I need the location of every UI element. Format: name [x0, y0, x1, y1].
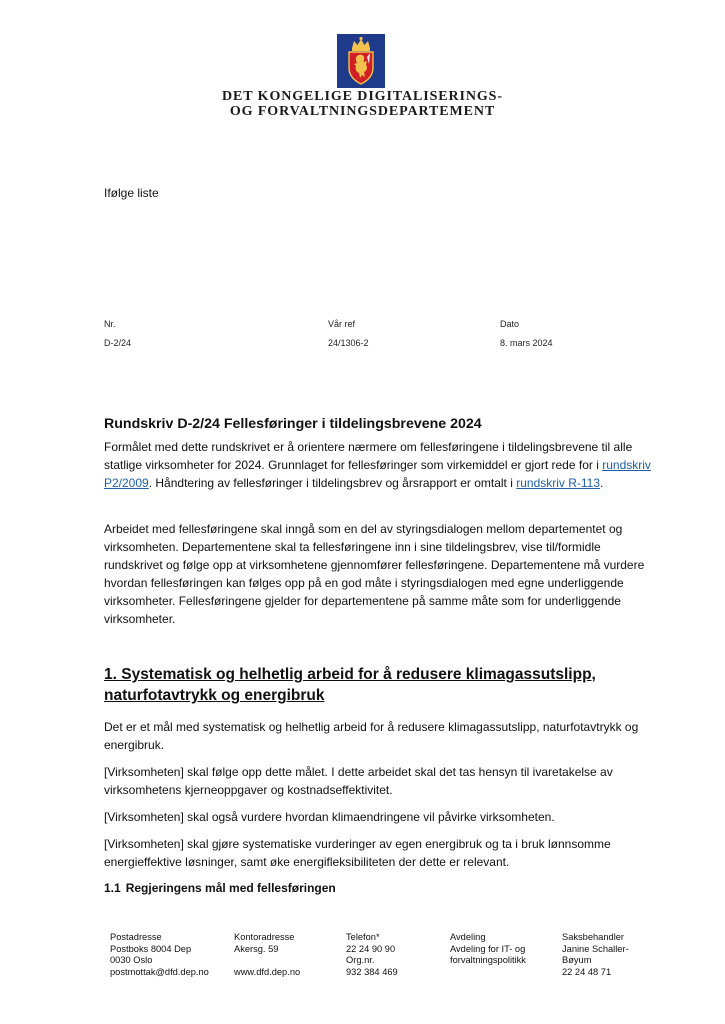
date-value: 8. mars 2024: [500, 338, 553, 348]
footer-phone-label: Telefon*: [346, 932, 380, 942]
ref-value: 24/1306-2: [328, 338, 369, 348]
footer-division-label: Avdeling: [450, 932, 486, 942]
footer-officer-name: Bøyum: [562, 955, 592, 965]
nr-label: Nr.: [104, 319, 116, 329]
section-1-heading-line1: 1. Systematisk og helhetlig arbeid for å redusere klimagassutslipp,: [104, 666, 596, 683]
footer-division: [450, 932, 526, 978]
footer-orgnr-label: Org.nr.: [346, 955, 375, 965]
footer-phone: [346, 932, 398, 978]
intro-paragraph-1: [104, 438, 656, 492]
footer-officer-phone: 22 24 48 71: [562, 966, 612, 977]
footer-officer-label: Saksbehandler: [562, 932, 625, 942]
footer-officer-name: Janine Schaller-: [562, 943, 629, 954]
recipient: Ifølge liste: [104, 186, 159, 200]
footer-office: [234, 932, 300, 978]
date-label: Dato: [500, 319, 520, 329]
section-1-paragraph-4: [Virksomheten] skal gjøre systematiske vurderinger av egen energibruk og ta i bruk lønnsomme energieffektive løsninger, samt øke energifleksibiliteten der dette er relevant.: [104, 837, 611, 869]
subsection-1-1-heading: [104, 881, 336, 895]
intro-text-1: Formålet med dette rundskrivet er å orientere nærmere om fellesføringene i tildelingsbrevene til alle statlige virksomheter for 2024. Grunnlaget for fellesføringer som virkemiddel er gjort rede for i: [104, 440, 633, 472]
footer-postal-line: 0030 Oslo: [110, 955, 153, 965]
nr-value: D-2/24: [104, 338, 132, 348]
intro-paragraph-2: Arbeidet med fellesføringene skal inngå som en del av styringsdialogen mellom departementet og virksomheten. Departementene skal ta fellesføringene inn i sine tildelingsbrev, vise til/formidle rundskrivet og følge opp at virksomhetene gjennomfører fellesføringene. Departementene må vurdere hvordan fellesføringen kan følges opp på en god måte i styringsdialogen med egne underliggende virksomheter. Fellesføringene gjelder for departementene på samme måte som for underliggende virksomheter.: [104, 522, 645, 626]
footer-postal-line: Postboks 8004 Dep: [110, 943, 192, 954]
footer-office-label: Kontoradresse: [234, 932, 295, 942]
footer-phone-number: 22 24 90 90: [346, 943, 396, 954]
footer-email[interactable]: postmottak@dfd.dep.no: [110, 966, 209, 977]
footer-officer: [562, 932, 629, 978]
footer-division-line: Avdeling for IT- og: [450, 943, 526, 954]
footer-postal-label: Postadresse: [110, 932, 162, 942]
department-name-line2: OG FORVALTNINGSDEPARTEMENT: [229, 104, 496, 119]
section-1-heading-line2: naturfotavtrykk og energibruk: [104, 687, 325, 704]
ref-label: Vår ref: [328, 319, 356, 329]
section-1-heading: [104, 664, 664, 706]
footer-office-line: [234, 955, 300, 967]
footer-office-line: Akersg. 59: [234, 943, 279, 954]
footer-website[interactable]: www.dfd.dep.no: [234, 966, 301, 977]
department-name-line1: DET KONGELIGE DIGITALISERINGS-: [222, 89, 503, 104]
footer-division-line: forvaltningspolitikk: [450, 955, 526, 965]
document-title: Rundskriv D-2/24 Fellesføringer i tildelingsbrevene 2024: [104, 416, 482, 432]
subsection-title: Regjeringens mål med fellesføringen: [125, 881, 336, 895]
footer-postal: [110, 932, 209, 978]
section-1-paragraph-3: [Virksomheten] skal også vurdere hvordan klimaendringene vil påvirke virksomheten.: [104, 810, 555, 824]
intro-text-3: .: [600, 476, 604, 490]
link-rundskriv-r-113[interactable]: rundskriv R-113: [516, 476, 601, 490]
footer-orgnr-value: 932 384 469: [346, 966, 398, 977]
link-rundskriv-p2-2009[interactable]: rundskriv P2/2009: [104, 458, 651, 490]
footer-division-line: [450, 967, 526, 979]
intro-text-2: . Håndtering av fellesføringer i tildelingsbrev og årsrapport er omtalt i: [148, 476, 517, 490]
section-1-paragraph-2: [Virksomheten] skal følge opp dette målet. I dette arbeidet skal det tas hensyn til ivaretakelse av virksomhetens kjerneoppgaver og kostnadseffektivitet.: [104, 765, 613, 797]
subsection-number: 1.1: [104, 881, 121, 895]
section-1-paragraph-1: Det er et mål med systematisk og helhetlig arbeid for å redusere klimagassutslipp, naturfotavtrykk og energibruk.: [104, 720, 639, 752]
coat-of-arms-icon: [337, 34, 385, 88]
